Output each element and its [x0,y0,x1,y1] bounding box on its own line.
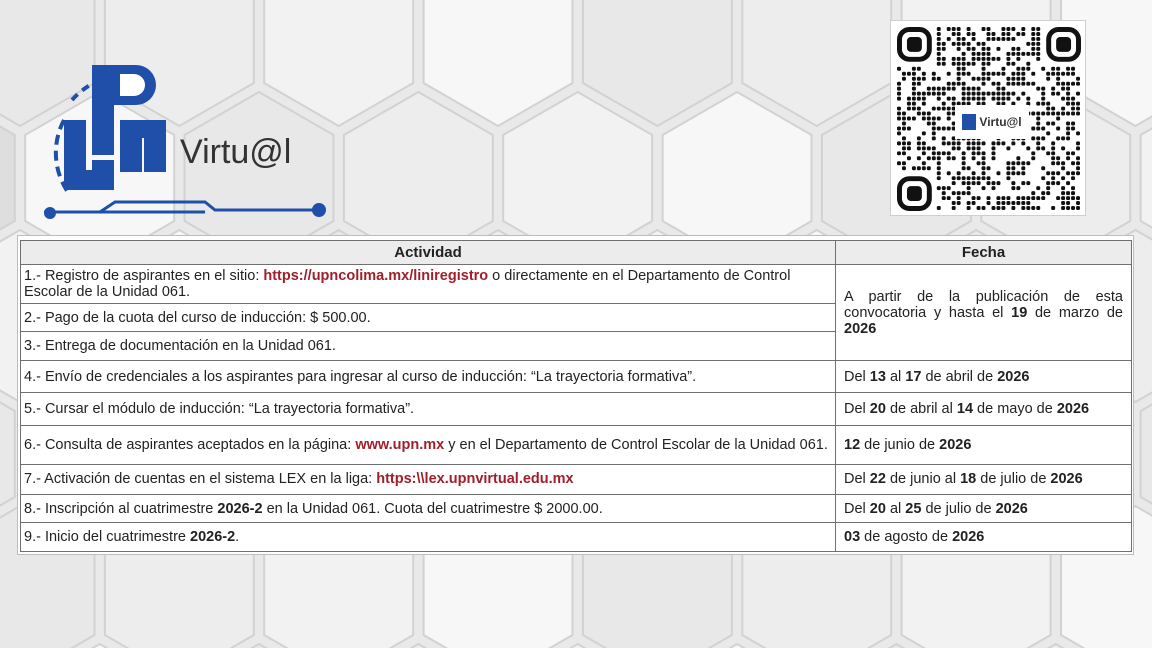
table-row [21,360,1132,393]
qr-code[interactable] [890,20,1086,216]
table-row [21,265,1132,304]
fecha-6: 12 de junio de 2026 [836,425,1132,464]
upn-virtual-logo [30,60,340,230]
qr-badge-text: Virtu@l [979,115,1022,129]
table-row [21,425,1132,464]
activity-7: 7.- Activación de cuentas en el sistema LEX en la liga: https:\\lex.upnvirtual.edu.mx [21,464,836,494]
activity-8: 8.- Inscripción al cuatrimestre 2026-2 en la Unidad 061. Cuota del cuatrimestre $ 2000.00. [21,495,836,523]
header-fecha: Fecha [836,241,1132,265]
activity-2: 2.- Pago de la cuota del curso de inducción: $ 500.00. [21,304,836,332]
activity-4: 4.- Envío de credenciales a los aspirantes para ingresar al curso de inducción: “La trayectoria formativa”. [21,360,836,393]
qr-logo-badge [955,105,1029,139]
upn-link[interactable]: www.upn.mx [355,436,445,453]
activity-5: 5.- Cursar el módulo de inducción: “La trayectoria formativa”. [21,393,836,426]
logo-lettering [64,65,166,190]
table-row [21,393,1132,426]
activity-1: 1.- Registro de aspirantes en el sitio: https://upncolima.mx/liniregistro o directamente en el Departamento de Control Escolar de la Unidad 061. [21,265,836,304]
table-row [21,523,1132,552]
table-row [21,464,1132,494]
activity-3: 3.- Entrega de documentación en la Unidad 061. [21,332,836,360]
fecha-7: Del 22 de junio al 18 de julio de 2026 [836,464,1132,494]
fecha-4: Del 13 al 17 de abril de 2026 [836,360,1132,393]
schedule-table [20,240,1132,552]
header-actividad: Actividad [21,241,836,265]
lex-link[interactable]: https:\\lex.upnvirtual.edu.mx [376,471,574,488]
logo-brand-text: Virtu@l [180,133,292,171]
schedule-panel [17,235,1134,555]
fecha-9: 03 de agosto de 2026 [836,523,1132,552]
registro-link[interactable]: https://upncolima.mx/liniregistro [263,268,489,285]
fecha-1: A partir de la publicación de esta convocatoria y hasta el 19 de marzo de 2026 [836,265,1132,361]
fecha-8: Del 20 al 25 de julio de 2026 [836,495,1132,523]
qr-logo-icon [962,114,976,130]
fecha-5: Del 20 de abril al 14 de mayo de 2026 [836,393,1132,426]
table-row [21,495,1132,523]
activity-9: 9.- Inicio del cuatrimestre 2026-2. [21,523,836,552]
activity-6: 6.- Consulta de aspirantes aceptados en la página: www.upn.mx y en el Departamento de Control Escolar de la Unidad 061. [21,425,836,464]
